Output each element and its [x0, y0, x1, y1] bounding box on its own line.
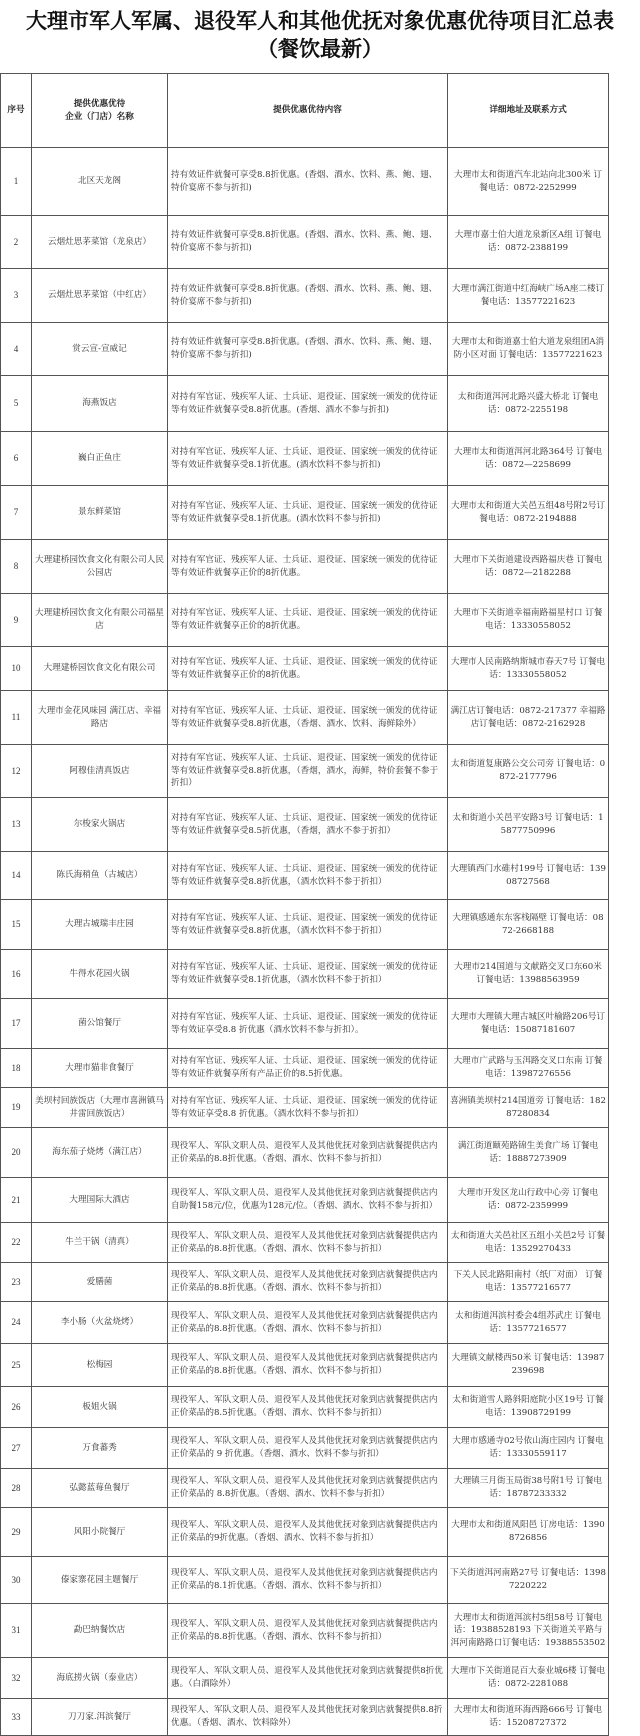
row-content: 对持有军官证、残疾军人证、士兵证、退役证、国家统一颁发的优待证等有效证件就餐享受8.5折优惠，（香烟，酒水不参于折扣）: [168, 798, 448, 852]
row-name: 板姐火锅: [32, 1387, 168, 1428]
row-address: 大理镇文献楼西50米 订餐电话：13987239698: [448, 1344, 609, 1387]
row-name: 大理市猫非食餐厅: [32, 1049, 168, 1088]
row-address: 大理市广武路与玉洱路交叉口东南 订餐电话：13987276556: [448, 1049, 609, 1088]
row-number: 2: [1, 216, 32, 269]
header-name: [32, 74, 168, 148]
row-address: 太和街道复康路公交公司旁 订餐电话：0872-2177796: [448, 745, 609, 798]
table-row: [1, 432, 609, 486]
table-row: [1, 376, 609, 432]
table-row: [1, 745, 609, 798]
row-address: 大理市太和街道风阳邑 订房电话：13908726856: [448, 1508, 609, 1557]
table-row: [1, 323, 609, 376]
row-name: 牛兰干锅（清真）: [32, 1223, 168, 1263]
row-address: 大理市大理镇大理古城区叶榆路206号订餐电话：15087181607: [448, 999, 609, 1049]
row-number: 1: [1, 148, 32, 216]
table-row: [1, 900, 609, 950]
row-address: 大理市满江街道中红海峡广场A座二楼订餐电话：13577221623: [448, 269, 609, 323]
table-row: [1, 1223, 609, 1263]
row-content: 持有效证件就餐可享受8.8折优惠。(香烟、酒水、饮料、燕、鲍、翅、特价宴席不参与折扣): [168, 148, 448, 216]
title-line-1: 大理市军人军属、退役军人和其他优抚对象优惠优待项目汇总表: [26, 9, 614, 33]
row-name: 牛得水花园火锅: [32, 950, 168, 999]
table-row: [1, 798, 609, 852]
row-number: 29: [1, 1508, 32, 1557]
table-row: [1, 1557, 609, 1604]
row-number: 19: [1, 1088, 32, 1128]
row-name: 爱膳菌: [32, 1263, 168, 1302]
row-name: 松梅园: [32, 1344, 168, 1387]
row-content: 持有效证件就餐可享受8.8折优惠。(香烟、酒水、饮料、燕、鲍、翅、特价宴席不参与折扣): [168, 216, 448, 269]
row-name: 大理市金花风味园 满江店、幸福路店: [32, 691, 168, 745]
row-number: 4: [1, 323, 32, 376]
row-name: 傣家寨花园主题餐厅: [32, 1557, 168, 1604]
table-row: [1, 216, 609, 269]
header-name-line-2: 企业（门店）名称: [65, 111, 134, 122]
row-number: 7: [1, 486, 32, 540]
row-number: 23: [1, 1263, 32, 1302]
table-row: [1, 540, 609, 594]
row-content: 对持有军官证、残疾军人证、士兵证、退役证、国家统一颁发的优待证等有效证件就餐享正价的8折优惠。: [168, 594, 448, 647]
row-address: 大理市太和街道洱滨村5组58号 订餐电话：19388528193 下关街道关平路与洱河南路路口订餐电话：19388553502: [448, 1604, 609, 1658]
table-row: [1, 950, 609, 999]
row-number: 27: [1, 1428, 32, 1469]
row-address: 大理市214国道与文献路交叉口东60米订餐电话：13988563959: [448, 950, 609, 999]
row-number: 9: [1, 594, 32, 647]
row-address: 大理镇西门水碓村199号 订餐电话：13908727568: [448, 852, 609, 900]
row-number: 15: [1, 900, 32, 950]
table-row: [1, 148, 609, 216]
table-row: [1, 1088, 609, 1128]
row-address: 大理市感通寺02号依山海庄园内 订餐电话：13330559117: [448, 1428, 609, 1469]
row-number: 14: [1, 852, 32, 900]
row-number: 33: [1, 1699, 32, 1736]
row-content: 持有效证件就餐可享受8.8折优惠。(香烟、酒水、饮料、燕、鲍、翅、特价宴席不参与折扣): [168, 323, 448, 376]
row-content: 现役军人、军队文职人员、退役军人及其他优抚对象到店就餐提供店内自助餐158元/位，优惠为128元/位。（香烟、酒水、饮料不参与折扣）: [168, 1178, 448, 1223]
row-content: 现役军人、军队文职人员、退役军人及其他优抚对象到店就餐提供店内正价菜品的8.8折优惠。（香烟、酒水、饮料不参与折扣）: [168, 1223, 448, 1263]
row-content: 对持有军官证、残疾军人证、士兵证、退役证、国家统一颁发的优待证等有效证件就餐享受8.1折优惠。(酒水饮料不参与折扣): [168, 432, 448, 486]
row-address: 大理市太和街道大关邑五组48号附2号订餐电话：0872-2194888: [448, 486, 609, 540]
row-name: 尔梭家火锅店: [32, 798, 168, 852]
table-row: [1, 594, 609, 647]
row-content: 对持有军官证、残疾军人证、士兵证、退役证、国家统一颁发的优待证等有效证件就餐享受8.8折优惠，（酒水饮料不参于折扣）: [168, 900, 448, 950]
row-content: 对持有军官证、残疾军人证、士兵证、退役证、国家统一颁发的优待证等有效证件就餐享正价的8折优惠。: [168, 540, 448, 594]
row-name: 菌公馆餐厅: [32, 999, 168, 1049]
row-address: 大理镇三月街玉局街38号附1号 订餐电话：18787233332: [448, 1469, 609, 1508]
table-row: [1, 1428, 609, 1469]
row-content: 现役军人、军队文职人员、退役军人及其他优抚对象到店就餐提供店内正价菜品的 9 折优惠。（香烟、酒水、饮料不参与折扣）: [168, 1428, 448, 1469]
row-number: 18: [1, 1049, 32, 1088]
row-content: 现役军人、军队文职人员、退役军人及其他优抚对象到店就餐提供店内正价菜品的8.5折优惠。（香烟、酒水、饮料不参与折扣）: [168, 1387, 448, 1428]
row-address: 大理市太和街道嘉士伯大道龙泉组团A消防小区对面 订餐电话：13577221623: [448, 323, 609, 376]
table-row: [1, 1508, 609, 1557]
header-no: 序号: [1, 74, 32, 148]
row-content: 现役军人、军队文职人员、退役军人及其他优抚对象到店就餐提供店内正价菜品的9折优惠。（香烟、酒水、饮料不参与折扣）: [168, 1508, 448, 1557]
row-content: 现役军人、军队文职人员、退役军人及其他优抚对象到店就餐提供店内正价菜品的8.8折优惠。（香烟、酒水、饮料不参与折扣）: [168, 1263, 448, 1302]
row-content: 持有效证件就餐可享受8.8折优惠。(香烟、酒水、饮料、燕、鲍、翅、特价宴席不参与折扣): [168, 269, 448, 323]
row-number: 10: [1, 647, 32, 691]
row-number: 30: [1, 1557, 32, 1604]
header-address: 详细地址及联系方式: [448, 74, 609, 148]
row-content: 现役军人、军队文职人员、退役军人及其他优抚对象到店就餐提供8.8折优惠。（香烟、酒水、饮料除外）: [168, 1699, 448, 1736]
row-number: 8: [1, 540, 32, 594]
row-content: 现役军人、军队文职人员、退役军人及其他优抚对象到店就餐提供店内正价菜品的8.8折优惠。（香烟、酒水、饮料不参与折扣）: [168, 1302, 448, 1344]
row-content: 现役军人、军队文职人员、退役军人及其他优抚对象到店就餐提供8折优惠。（白酒除外）: [168, 1658, 448, 1699]
row-name: 云烟灶思茅菜馆（龙泉店）: [32, 216, 168, 269]
row-number: 5: [1, 376, 32, 432]
row-number: 17: [1, 999, 32, 1049]
table-body: [1, 148, 609, 1736]
benefits-table: [0, 73, 609, 1736]
row-name: 美坝村回族饭店（大理市喜洲镇马井雷回族饭店）: [32, 1088, 168, 1128]
row-content: 现役军人、军队文职人员、退役军人及其他优抚对象到店就餐提供店内正价菜品的8.8折优惠。（香烟、酒水、饮料不参与折扣）: [168, 1128, 448, 1178]
table-row: [1, 1344, 609, 1387]
header-content: 提供优惠优待内容: [168, 74, 448, 148]
row-name: 弘懿蓝莓鱼餐厅: [32, 1469, 168, 1508]
row-content: 现役军人、军队文职人员、退役军人及其他优抚对象到店就餐提供店内正价菜品的8.8折优惠。（香烟、酒水、饮料不参与折扣）: [168, 1604, 448, 1658]
row-content: 对持有军官证、残疾军人证、士兵证、退役证、国家统一颁发的优待证等有效证件就餐享受8.8折优惠，（香烟，酒水，海鲜，特价套餐不参于折扣）: [168, 745, 448, 798]
row-content: 对持有军官证、残疾军人证、士兵证、退役证、国家统一颁发的优待证等有效证享受8.8 折优惠。（酒水饮料不参与折扣）: [168, 1088, 448, 1128]
table-row: [1, 852, 609, 900]
row-name: 阿穆佳清真饭店: [32, 745, 168, 798]
row-address: 大理市太和街道环海西路666号 订餐电话：15208727372: [448, 1699, 609, 1736]
row-number: 11: [1, 691, 32, 745]
row-address: 太和街道雪人路斜阳庭院小区19号 订餐电话：13908729199: [448, 1387, 609, 1428]
row-name: 景东鲜菜馆: [32, 486, 168, 540]
row-number: 26: [1, 1387, 32, 1428]
table-row: [1, 486, 609, 540]
row-name: 陈氏海稍鱼（古城店）: [32, 852, 168, 900]
table-row: [1, 1387, 609, 1428]
row-number: 28: [1, 1469, 32, 1508]
row-address: 下关人民北路阳南村（纸厂对面） 订餐电话：13577216577: [448, 1263, 609, 1302]
table-row: [1, 1263, 609, 1302]
row-content: 对持有军官证、残疾军人证、士兵证、退役证、国家统一颁发的优待证等有效证件就餐享受8.8折优惠，（酒水饮料不参于折扣）: [168, 852, 448, 900]
row-number: 6: [1, 432, 32, 486]
row-name: 大理建桥园饮食文化有限公司人民公园店: [32, 540, 168, 594]
row-name: 大理国际大酒店: [32, 1178, 168, 1223]
row-name: 万食蕃秀: [32, 1428, 168, 1469]
row-number: 20: [1, 1128, 32, 1178]
row-name: 北区天龙阁: [32, 148, 168, 216]
row-number: 24: [1, 1302, 32, 1344]
row-address: 太和街道洱滨村委会4组苏武庄 订餐电话：13577216577: [448, 1302, 609, 1344]
table-row: [1, 1049, 609, 1088]
table-row: [1, 1128, 609, 1178]
row-content: 对持有军官证、残疾军人证、士兵证、退役证、国家统一颁发的优待证等有效证件就餐享所有产品正价的8.5折优惠。: [168, 1049, 448, 1088]
row-number: 21: [1, 1178, 32, 1223]
row-address: 大理市开发区龙山行政中心旁 订餐电话：0872-2359999: [448, 1178, 609, 1223]
row-number: 22: [1, 1223, 32, 1263]
row-address: 大理市嘉士伯大道龙泉新区A组 订餐电话：0872-2388199: [448, 216, 609, 269]
row-number: 25: [1, 1344, 32, 1387]
row-content: 对持有军官证、残疾军人证、士兵证、退役证、国家统一颁发的优待证等有效证件就餐享受8.8折优惠。(香烟、酒水不参与折扣): [168, 376, 448, 432]
row-address: 太和街道小关邑平安路3号 订餐电话：15877750996: [448, 798, 609, 852]
row-address: 太和街道大关邑社区五组小关邑2号 订餐电话：13529270433: [448, 1223, 609, 1263]
row-number: 32: [1, 1658, 32, 1699]
row-address: 喜洲镇美坝村214国道旁 订餐电话：18287280834: [448, 1088, 609, 1128]
table-row: [1, 1699, 609, 1736]
row-name: 海东茄子烧烤（满江店）: [32, 1128, 168, 1178]
row-address: 大理市人民南路纳斯城市春天7号 订餐电话：13330558052: [448, 647, 609, 691]
row-name: 海底捞火锅（泰业店）: [32, 1658, 168, 1699]
row-name: 大理建桥园饮食文化有限公司福星店: [32, 594, 168, 647]
row-address: 大理市下关街道建设西路福庆巷 订餐电话：0872—2182288: [448, 540, 609, 594]
row-address: 大理市下关街道昆百大泰业城6楼 订餐电话：0872-2281088: [448, 1658, 609, 1699]
table-row: [1, 1178, 609, 1223]
row-content: 对持有军官证、残疾军人证、士兵证、退役证、国家统一颁发的优待证等有效证件就餐享受8.8折优惠，（香烟、酒水、饮料、海鲜除外）: [168, 691, 448, 745]
row-address: 大理市下关街道幸福南路福星村口 订餐电话：13330558052: [448, 594, 609, 647]
row-content: 现役军人、军队文职人员、退役军人及其他优抚对象到店就餐提供店内正价菜品的8.8折优惠。（香烟、酒水、饮料不参与折扣）: [168, 1344, 448, 1387]
table-row: [1, 269, 609, 323]
table-row: [1, 1604, 609, 1658]
table-header-row: [1, 74, 609, 148]
row-name: 大理古城瑞丰庄园: [32, 900, 168, 950]
row-address: 下关街道洱河南路27号 订餐电话：13987220222: [448, 1557, 609, 1604]
row-name: 勐巴纳餐饮店: [32, 1604, 168, 1658]
row-name: 李小肠（火盆烧烤）: [32, 1302, 168, 1344]
row-content: 对持有军官证、残疾军人证、士兵证、退役证、国家统一颁发的优待证等有效证享受8.8 折优惠（酒水饮料不参与折扣）。: [168, 999, 448, 1049]
row-address: 大理镇感通东东客栈隔壁 订餐电话：0872-2668188: [448, 900, 609, 950]
header-name-line-1: 提供优惠优待: [73, 98, 126, 109]
row-address: 太和街道洱河北路兴盛大桥北 订餐电话：0872-2255198: [448, 376, 609, 432]
row-number: 13: [1, 798, 32, 852]
row-content: 对持有军官证、残疾军人证、士兵证、退役证、国家统一颁发的优待证等有效证件就餐享受8.1折优惠，（酒水饮料不参于折扣）: [168, 950, 448, 999]
table-row: [1, 1302, 609, 1344]
row-address: 大理市太和街道洱河北路364号 订餐电话：0872—2258699: [448, 432, 609, 486]
row-name: 大理建桥园饮食文化有限公司: [32, 647, 168, 691]
row-number: 16: [1, 950, 32, 999]
row-number: 31: [1, 1604, 32, 1658]
row-name: 赏云宣-宣威记: [32, 323, 168, 376]
row-name: 云烟灶思茅菜馆（中红店）: [32, 269, 168, 323]
row-name: 海燕饭店: [32, 376, 168, 432]
table-row: [1, 999, 609, 1049]
row-name: 风阳小院餐厅: [32, 1508, 168, 1557]
row-content: 对持有军官证、残疾军人证、士兵证、退役证、国家统一颁发的优待证等有效证件就餐享正价的8折优惠。: [168, 647, 448, 691]
table-row: [1, 647, 609, 691]
row-content: 现役军人、军队文职人员、退役军人及其他优抚对象到店就餐提供店内正价菜品的8.1折优惠。（香烟、酒水、饮料不参与折扣）: [168, 1557, 448, 1604]
row-name: 刀刀家.洱滨餐厅: [32, 1699, 168, 1736]
row-content: 对持有军官证、残疾军人证、士兵证、退役证、国家统一颁发的优待证等有效证件就餐享受8.1折优惠。(酒水饮料不参与折扣): [168, 486, 448, 540]
row-number: 12: [1, 745, 32, 798]
table-row: [1, 691, 609, 745]
row-address: 满江店订餐电话：0872-217377 幸福路店订餐电话：0872-2162928: [448, 691, 609, 745]
row-number: 3: [1, 269, 32, 323]
row-address: 大理市太和街道汽车北站向北300米 订餐电话：0872-2252999: [448, 148, 609, 216]
row-content: 现役军人、军队文职人员、退役军人及其他优抚对象到店就餐提供店内正价菜品的 8.8折优惠。（香烟、酒水、饮料不参与折扣）: [168, 1469, 448, 1508]
row-address: 满江街道颐苑路锦生美食广场 订餐电话：18887273909: [448, 1128, 609, 1178]
document-title: [0, 8, 640, 62]
table-row: [1, 1658, 609, 1699]
row-name: 巍白正鱼庄: [32, 432, 168, 486]
table-row: [1, 1469, 609, 1508]
title-line-2: （餐饮最新）: [257, 37, 383, 61]
